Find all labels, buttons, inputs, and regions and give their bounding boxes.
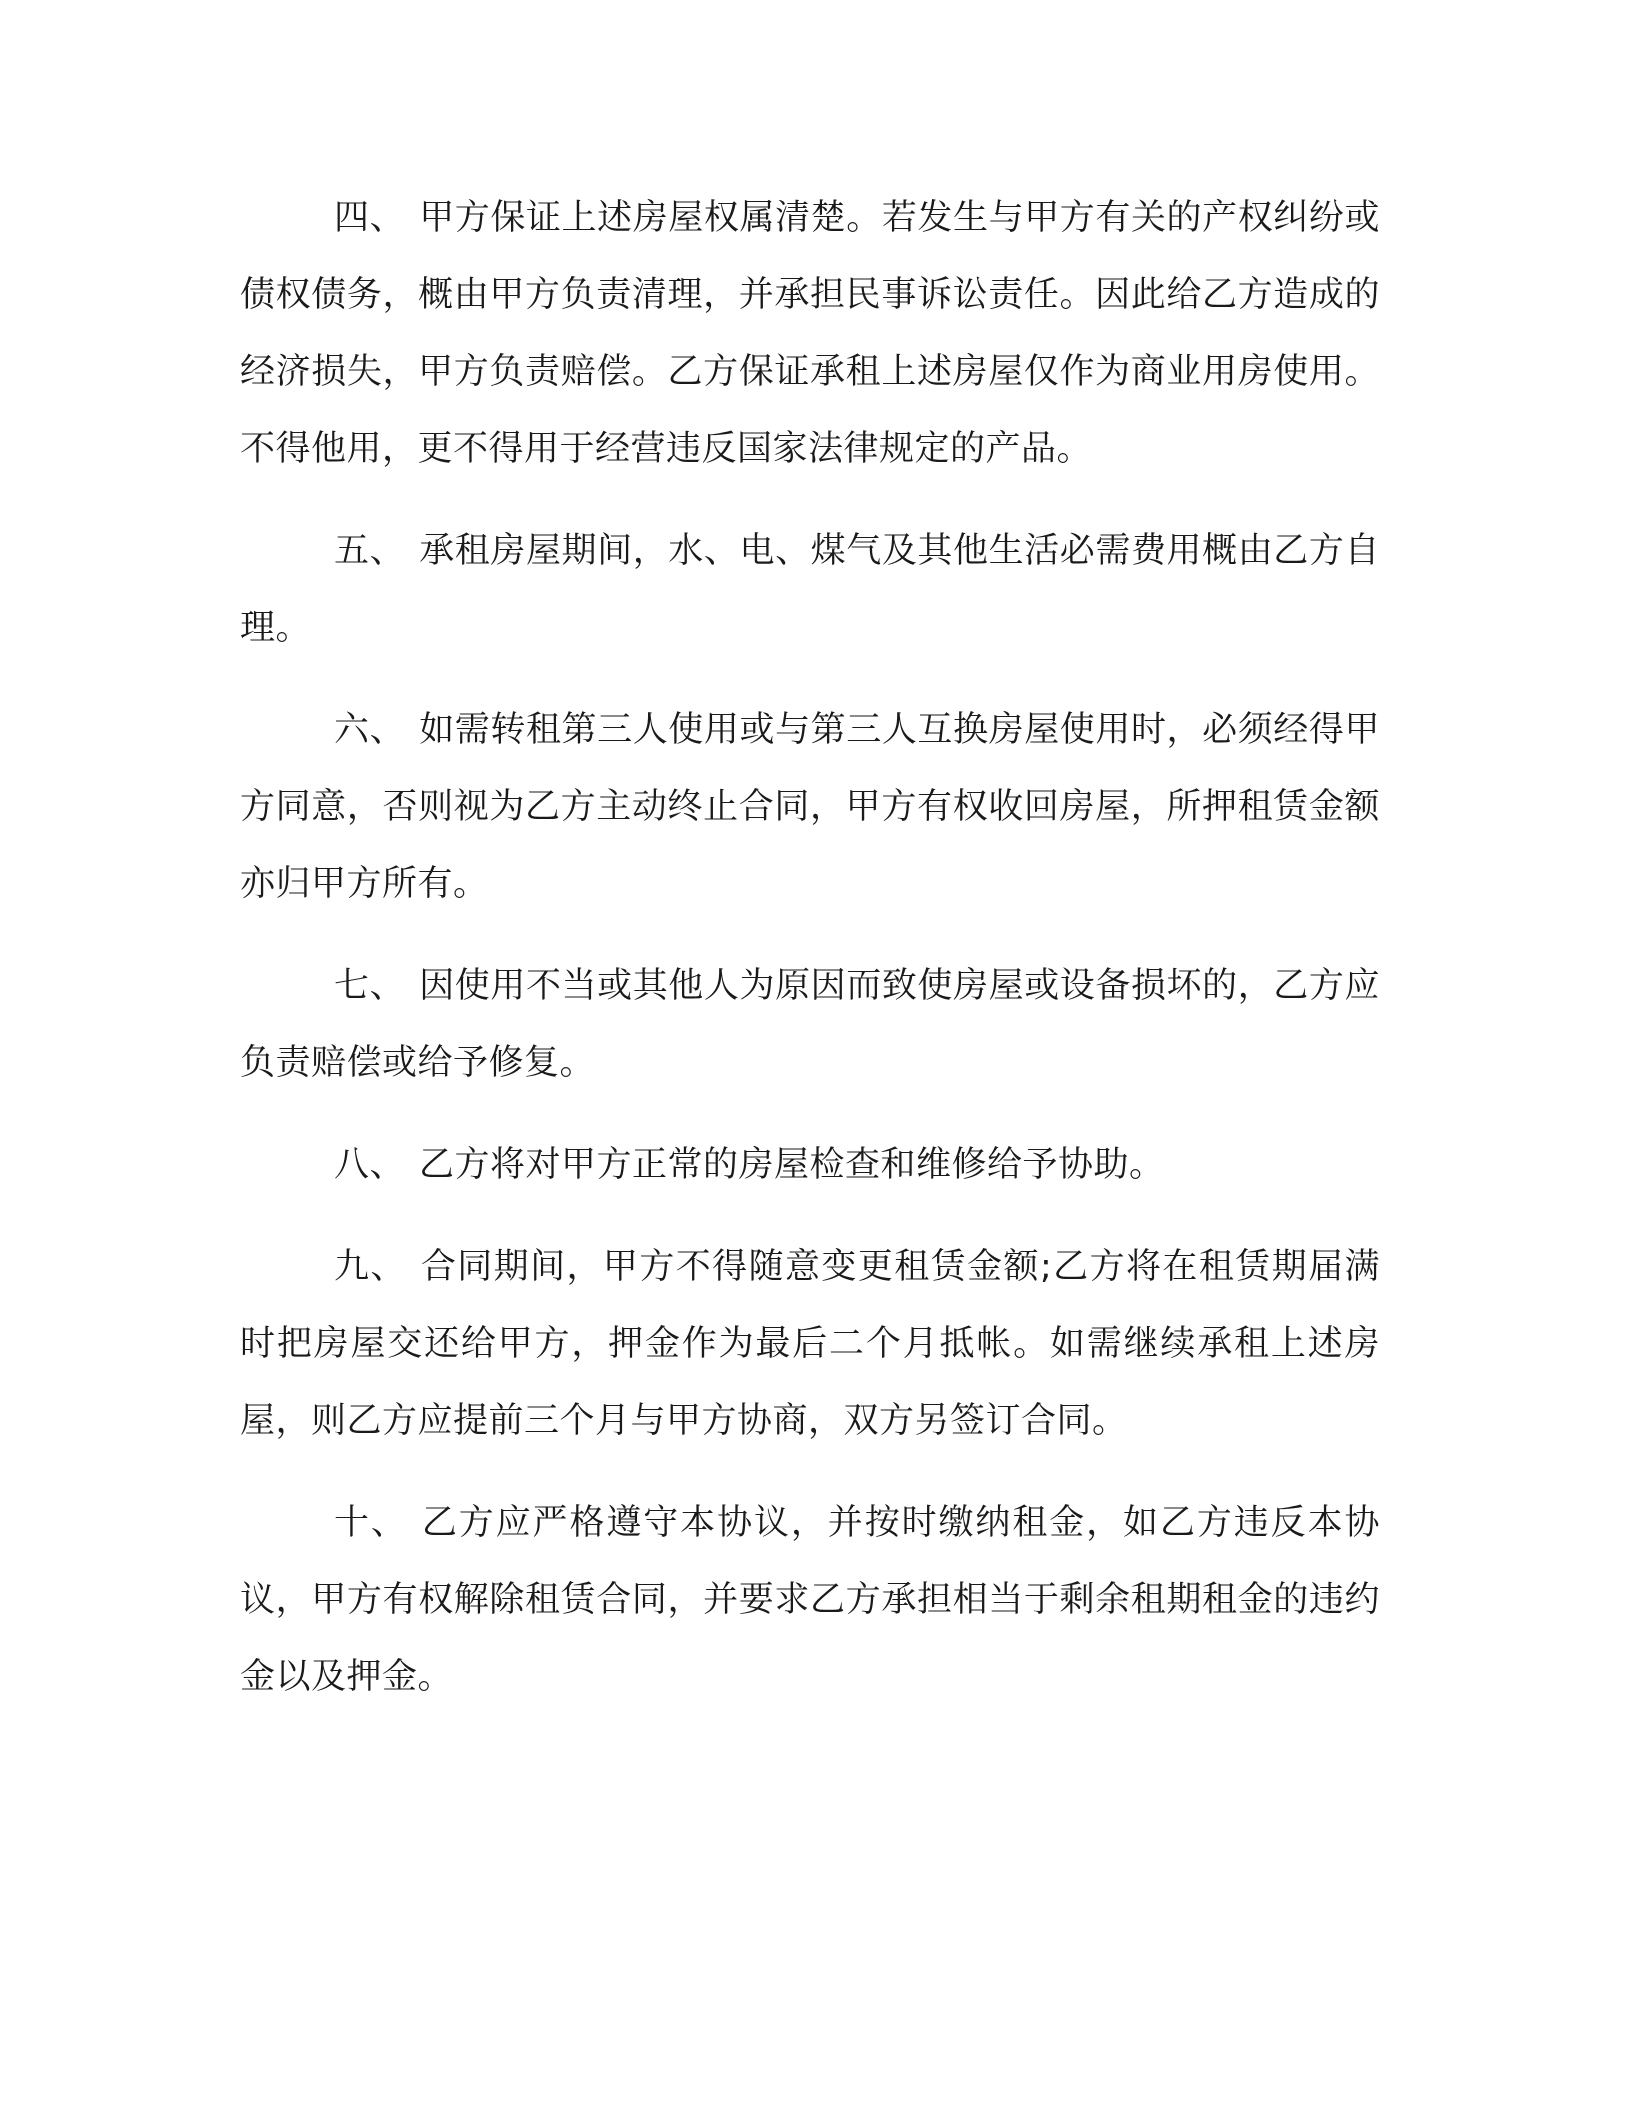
- clause-number: 十、: [334, 1503, 408, 1543]
- clause-number: 五、: [334, 531, 406, 571]
- clause-number: 六、: [334, 710, 406, 750]
- clause-number: 八、: [334, 1145, 406, 1185]
- clause-text: 乙方应严格遵守本协议，并按时缴纳租金，如乙方违反本协议，甲方有权解除租赁合同，并要求乙方承担相当于剩余租期租金的违约金以及押金。: [240, 1503, 1380, 1697]
- clause-text: 如需转租第三人使用或与第三人互换房屋使用时，必须经得甲方同意，否则视为乙方主动终止合同，甲方有权收回房屋，所押租赁金额亦归甲方所有。: [240, 710, 1380, 904]
- clause-5: [240, 513, 1380, 667]
- clause-text: 乙方将对甲方正常的房屋检查和维修给予协助。: [419, 1145, 1165, 1185]
- clause-number: 七、: [334, 966, 406, 1006]
- clause-8: [240, 1127, 1380, 1204]
- clause-text: 承租房屋期间，水、电、煤气及其他生活必需费用概由乙方自理。: [240, 531, 1380, 648]
- contract-body: [240, 180, 1380, 1741]
- clause-10: [240, 1485, 1380, 1716]
- clause-6: [240, 692, 1380, 923]
- clause-9: [240, 1229, 1380, 1460]
- clause-text: 因使用不当或其他人为原因而致使房屋或设备损坏的，乙方应负责赔偿或给予修复。: [240, 966, 1380, 1083]
- clause-text: 合同期间，甲方不得随意变更租赁金额;乙方将在租赁期届满时把房屋交还给甲方，押金作为最后二个月抵帐。如需继续承租上述房屋，则乙方应提前三个月与甲方协商，双方另签订合同。: [240, 1247, 1380, 1441]
- clause-7: [240, 948, 1380, 1102]
- clause-number: 九、: [334, 1247, 407, 1287]
- clause-4: [240, 180, 1380, 488]
- clause-text: 甲方保证上述房屋权属清楚。若发生与甲方有关的产权纠纷或债权债务，概由甲方负责清理，并承担民事诉讼责任。因此给乙方造成的经济损失，甲方负责赔偿。乙方保证承租上述房屋仅作为商业用房使用。不得他用，更不得用于经营违反国家法律规定的产品。: [240, 198, 1380, 469]
- clause-number: 四、: [334, 198, 406, 238]
